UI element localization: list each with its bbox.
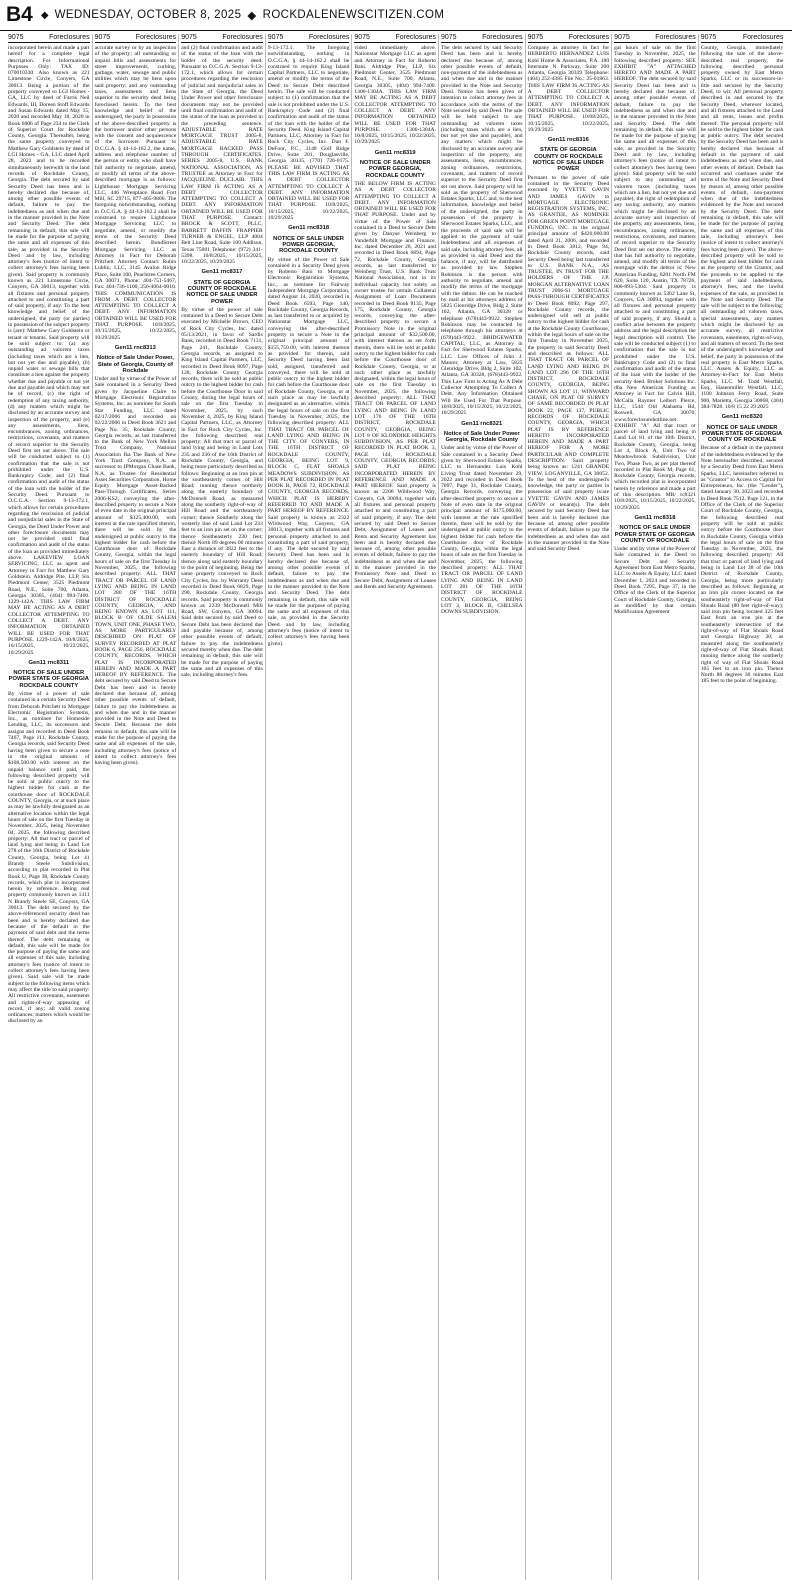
notice-text: Under and by virtue of the Power of Sale contained in a Security Deed given by Sherwood Estates Sparks, LLC to Hernandez Luis Kohl Living Trust dated November 29, 2022 and recorded in Deed Book 7097, Page 31, Rockdale County, Georgia Records, conveying the after-described property to secure a Note of even date in the original principal amount of $175,000.00, with interest at the rate specified therein, there will be sold by the undersigned at public outcry to the highest bidder for cash before the Courthouse door of Rockdale County, Georgia, within the legal hours of sale on the first Tuesday in November, 2025, the following described property: ALL THAT TRACT OR PARCEL OF LAND LYING AND BEING IN LAND LOT 281 OF THE 16TH DISTRICT OF ROCKDALE COUNTY, GEORGIA, BEING LOT 3, BLOCK B, CHELSEA DOWNS SUBDIVISION.: [440, 445, 523, 616]
column-header: [268, 34, 350, 43]
classification-code: 9075: [267, 34, 284, 41]
page-number: B4: [6, 3, 33, 26]
column-body: [701, 45, 784, 685]
column-header: [95, 34, 177, 43]
notice-text: Under and by virtue of the Power of Sale contained in the Deed to Secure Debt and Security Agreement from East Metro Sparks, LLC to Assets & Equity, LLC dated December 1, 2024 and recorded in Deed Book 7295, Page 37, in the Office of the Clerk of the Superior Court of Rockdale County, Georgia, as modified by that certain Modification Agreement: [614, 546, 696, 616]
notice-title: Notice of Sale Under Power Georgia, Rockdale County: [443, 430, 520, 444]
notice-title: Notice of Sale Under Power, State of Georgia, County of Rockdale: [96, 355, 174, 374]
notice-columns: [6, 34, 786, 1580]
notice-text: Under and by virtue of the Power of Sale contained in a Security Deed given by Jacqueline Claire to Mortgage Electronic Registration Systems, Inc. as nominee for South Star Funding, LLC dated 02/17/2006 and recorded on 02/22/2006 in Deed Book 3621 and Page No. 35, Rockdale County, Georgia records, as last transferred to the Bank of New York Mellon Trust Company, National Association fka The Bank of New York Trust Company, N.A. as successor to JPMorgan Chase Bank, N.A. as Trustee for Residential Asset Securities Corporation, Home Equity Mortgage Asset-Backed Pass-Through Certificates, Series 2006-KS2, conveying the after-described property to secure a Note of even date in the original principal amount of $125,400.00, with interest at the rate specified therein, there will be sold by the undersigned at public outcry to the highest bidder for cash before the Courthouse door of Rockdale County, Georgia, within the legal hours of sale on the first Tuesday in November, 2025, the following described property: ALL THAT TRACT OR PARCEL OF LAND LYING AND BEING IN LAND LOT 280 OF THE 16TH DISTRICT OF ROCKDALE COUNTY, GEORGIA, AND BEING KNOWN AS LOT 111, BLOCK B OF OLDE SALEM TOWN, UNIT ONE, PHASE TWO, AS MORE PARTICULARLY DESCRIBED ON PLAT OF SURVEY RECORDED AT PLAT BOOK 6, PAGE 256, ROCKDALE COUNTY, RECORDS, WHICH PLAT IS INCORPORATED HEREIN AND MADE A PART HEREOF BY REFERENCE. The debt secured by said Deed to Secure Debt has been and is hereby declared due because of, among other possible events of default, failure to pay the indebtedness as and when due and in the manner provided in the Note and Deed to Secure Debt. Because the debt remains in default, this sale will be made for the purpose of paying the same and all expenses of the sale, including attorney's fees (notice of intent to collect attorney's fees having been given).: [94, 376, 177, 767]
column-2: [93, 34, 180, 1580]
column-4: [266, 34, 353, 1580]
column-9: [699, 34, 786, 1580]
notice-text: vided immediately above. Nationstar Mortgage LLC as agent and Attorney in Fact for Roberto Bani. Aldridge Pite, LLP, Six Piedmont Center, 3525 Piedmont Road, N.E., Suite 700, Atlanta, Georgia 30305, (404) 994-7400. 1306-1304A. THIS LAW FIRM MAY BE ACTING AS A DEBT COLLECTOR ATTEMPTING TO COLLECT A DEBT. ANY INFORMATION OBTAINED WILL BE USED FOR THAT PURPOSE. 1306-1304A. 10/8/2025, 10/15/2025, 10/22/2025, 10/29/2025: [354, 45, 436, 146]
classification-code: 9075: [440, 34, 457, 41]
notice-text: By virtue of a power of sale contained in a certain Security Deed from Deborah Pritchett to Mortgage Electronic Registration Systems, Inc., as nominee for Homeside Lending, LLC, its successors and assigns and recorded in Deed Book 7467, Page 111, Rockdale County, Georgia records, said Security Deed having been given to secure a note in the original amount of $108,500.00 with interest on the unpaid balance until paid, the following described property will be sold at public outcry to the highest bidder for cash at the courthouse door of ROCKDALE COUNTY, Georgia, or at such place as may be lawfully designated as an alternative location within the legal hours of sale on the first Tuesday in November, 2025, being November 04, 2025, the following described property: All that tract or parcel of land lying and being in Land Lot 278 of the 16th District of Rockdale County, Georgia, being Lot 41 Brandy Steele Subdivision, according to plat recorded in Plat Book U, Page 38, Rockdale County records, which plat is incorporated herein by reference. Being real property commonly known as 1311 N Brandy Steele SE, Conyers, GA 30013. The debt secured by the above-referenced security deed has been and is hereby declared due because of the default in the payment of said debt and the terms thereof. The debt remaining in default, this sale will be made for the purpose of paying the same and all expenses of this sale, including attorney's fees (notice of intent to collect attorney's fees having been given). Said sale will be made subject to the following items which may affect the title to said property: All restrictive covenants, easements and rights-of-way appearing of record, if any; all valid zoning ordinances; matters which would be disclosed by an: [8, 690, 90, 1025]
notice-text: and (2) final confirmation and audit of the status of the loan with the holder of the security deed. Pursuant to O.C.G.A. Section 9-13-172.1, which allows for certain procedures regarding the rescission of judicial and nonjudicial sales in the State of Georgia, the Deed Under Power and other foreclosure documents may not be provided until final confirmation and audit of the status of the loan as provided in the preceding sentence. ADJUSTABLE RATE MORTGAGE TRUST 2005-8, ADJUSTABLE RATE MORTGAGE BACKED PASS THROUGH CERTIFICATES, SERIES 2005-8, U.S. BANK NATIONAL ASSOCIATION, AS TRUSTEE as Attorney in Fact for JACQUELINE DUCLAIR. THIS LAW FIRM IS ACTING AS A DEBT COLLECTOR ATTEMPTING TO COLLECT A DEBT. ANY INFORMATION OBTAINED WILL BE USED FOR THAT PURPOSE. Contact: BROCK & SCOTT, PLLC, BARRETT DAFFIN FRAPPIER TURNER & ENGEL, LLP 4004 Belt Line Road, Suite 100 Addison, Texas 75001 Telephone: (972) 341-5398. 10/8/2025, 10/15/2025, 10/22/2025, 10/29/2025: [181, 45, 263, 266]
classification-code: 9075: [8, 34, 24, 41]
column-header: [701, 34, 784, 43]
column-body: [95, 45, 177, 767]
notice-title: NOTICE OF SALE UNDER POWER STATE OF GEORGIA ROCKDALE COUNTY: [8, 670, 89, 689]
column-body: [268, 45, 350, 647]
column-body: [354, 45, 436, 590]
notice-text: County, Georgia, immediately following the sale of the above-described real property, the following described personal property owned by East Metro Sparks, LLC or its successors-in-title and secured by the Security Deed, to wit: All personal property described in and secured by the Security Deed, wherever located, and all fixtures attached to the Land and all rents, issues and profits thereof. The personal property will be sold to the highest bidder for cash at public outcry. The debt secured by the Security Deed has been and is hereby declared due because of default in the payment of said indebtedness as and when due, and other events of default. Default has occurred and continues under the terms of the Note and Security Deed by reason of, among other possible events of default, non-payment when due of the indebtedness evidenced by the Note and secured by the Security Deed. The debt remaining in default, this sale will be made for the purpose of paying the same and all expenses of this sale, including attorney's fees (notice of intent to collect attorney's fees having been given). The above-described property will be sold to the highest and best bidder for cash as the property of the Grantor, and the proceeds to be applied to the payment of said indebtedness, attorney's fees, and the lawful expenses of the sale, as provided in the Note and Security Deed. The sale will be subject to the following: all outstanding ad valorem taxes, special assessments, any matters which might be disclosed by an accurate survey, all restrictive covenants, easements, rights-of-way, and all matters of record. To the best of the undersigned's knowledge and belief, the party in possession of the real property is East Metro Sparks, LLC. Assets & Equity, LLC as Attorney-in-Fact for East Metro Sparks, LLC. M. Todd Westfall, Esq., Hasenmiller Westfall, LLC, 1100 Johnson Ferry Road, Suite 900, Marietta, Georgia 30068, (404) 384-7828. 10/8 15 22 29 2025: [700, 45, 784, 410]
notice-title: NOTICE OF SALE UNDER POWER STATE OF GEORGIA COUNTY OF ROCKDALE: [701, 424, 783, 444]
classification-label: Foreclosures: [482, 34, 523, 41]
notice-id: Gen11 rnc8318: [634, 514, 676, 521]
notice-text: Because of a default in the payment of the indebtedness evidenced by the Note hereinafter described, secured by a Security Deed from East Metro Sparks, LLC, hereinafter referred to as "Grantor" to Access to Capital for Entrepreneurs, Inc. (the "Lender"), dated January 30, 2023 and recorded in Deed Book 7512, Page 121, in the Office of the Clerk of the Superior Court of Rockdale County, Georgia, the following described real property will be sold at public outcry before the Courthouse door in Rockdale County, Georgia within the legal hours of sale on the first Tuesday in November, 2025, the following described property: All that tract or parcel of land lying and being in Land Lot 38 of the 10th District of Rockdale County, Georgia, being more particularly described as follows: Beginning at an iron pin corner located on the southeasterly right-of-way of Flat Shoals Road (80 feet right-of-way); said iron pin being located 325 feet East from an iron pin at the southeasterly intersection of the right-of-way of Flat Shoals Road and Georgia Highway 20; as measured along the southeasterly right-of-way of Flat Shoals Road; running thence along the southerly right of way of Flat Shoals Road 165 feet to an iron pin. Thence North 88 degrees 30 minutes East 185 feet to the point of beginning.: [700, 445, 784, 685]
classification-label: Foreclosures: [655, 34, 696, 41]
notice-text: gal hours of sale on the first Tuesday in November, 2025, the following described property: SEE EXHIBIT "A" ATTACHED HERETO AND MADE A PART HEREOF. The debt secured by said Security Deed has been and is hereby declared due because of, among other possible events of default, failure to pay the indebtedness as and when due and in the manner provided in the Note and Security Deed. The debt remaining in default, this sale will be made for the purpose of paying the same and all expenses of this sale, as provided in the Security Deed and by law, including attorney's fees (notice of intent to collect attorney's fees having been given). Said property will be sold subject to any outstanding ad valorem taxes (including taxes which are a lien, but not yet due and payable), the right of redemption of any taxing authority, any matters which might be disclosed by an accurate survey and inspection of the property, any assessments, liens, encumbrances, zoning ordinances, restrictions, covenants, and matters of record superior to the Security Deed first set out above. The entity that has full authority to negotiate, amend, and modify all terms of the mortgage with the debtor is: New American Funding, 8201 North FM 620, Suite 120, Austin, TX 78726, 800-893-5304. Said property is commonly known as 5362 Lane St, Conyers, GA 30094, together with all fixtures and personal property attached to and constituting a part of said property, if any. Should a conflict arise between the property address and the legal description the legal description will control. The sale will be conducted subject (1) to confirmation that the sale is not prohibited under the U.S. Bankruptcy Code and (2) to final confirmation and audit of the status of the loan with the holder of the security deed. Broker Solutions Inc. dba New American Funding as Attorney in Fact for Calvin Hill, McCalla Raymer Leibert Pierce, LLC, 1544 Old Alabama Rd, Roswell, GA 30076, www.foreclosurehotline.net. EXHIBIT "A" All that tract or parcel of land lying and being in Land Lot 81 of the 10th District, Rockdale County, Georgia, being Lot 4, Block A, Unit Two of Meadowbrook Subdivision, Unit Two, Phase Two, as per plat thereof recorded in Plat Book M, Page 61, Rockdale County, Georgia records, which recorded plat is incorporated herein by reference and made a part of this description. MR/ rc8321 10/8/2025, 10/15/2025, 10/22/2025, 10/29/2025: [614, 45, 696, 511]
column-body: [8, 45, 90, 1025]
column-1: [6, 34, 93, 1580]
notice-id: Gen11 rnc8316: [547, 137, 589, 144]
notice-id: Gen11 rnc8318: [288, 225, 330, 232]
column-header: [614, 34, 696, 43]
classification-label: Foreclosures: [222, 34, 263, 41]
column-6: [439, 34, 526, 1580]
notice-text: 9-13-172.1. The foregoing notwithstanding, nothing in O.C.G.A. § 44-14-162.2 shall be construed to require King Island Capital Partners, LLC to negotiate, amend or modify the terms of the Deed to Secure Debt described herein. The sale will be conducted subject to (1) confirmation that the sale is not prohibited under the U.S. Bankruptcy Code and (2) final confirmation and audit of the status of the loan with the holder of the Security Deed. King Island Capital Partners, LLC, Attorney in Fact for Rock City Cycles, Inc. Dan F. DeFoor, P.C., 3148 Golf Ridge Drive, Suite 201, Douglasville, Georgia 30135, (770) 726-0175. PLEASE BE ADVISED THAT THIS LAW FIRM IS ACTING AS A DEBT COLLECTOR ATTEMPTING TO COLLECT A DEBT. ANY INFORMATION OBTAINED WILL BE USED FOR THAT PURPOSE. 10/8/2025, 10/15/2025, 10/22/2025, 10/29/2025: [267, 45, 350, 222]
classification-code: 9075: [181, 34, 197, 41]
notice-text: By virtue of the power of sale contained in a Deed to Secure Debt executed by Michelle Brown, CEO of Rock City Cycles, Inc. dated 05/13/2021, in favor of Sardis Bank, recorded in Deed Book 7131, Page 241, Rockdale County, Georgia records, as assigned to King Island Capital Partners, LLC, recorded in Deed Book 8097, Page 128, Rockdale County Georgia records, there will be sold at public outcry to the highest bidder for cash before the Courthouse Door in said County, during the legal hours of sale on the first Tuesday in November, 2025, by such November 4, 2025, by King Island Capital Partners, LLC, as Attorney in Fact for Rock City Cycles, Inc. the following described real property: All that tract or parcel of land lying and being in Land Lots 235 and 236 of the 16th District of Rockdale County, Georgia, and being more particularly described as follows: Beginning at an iron pin at the southeasterly corner of Hill Road; running thence northerly along the easterly boundary of McDonnell Road, as measured along the southerly right-of-way of Hill Road and the northeasterly corner; thence Southerly along the westerly line of said Land Lot 233 feet to an iron pin set on the corner; thence Southeasterly 230 feet; thence North 89 degrees 00 minutes East a distance of 3822 feet to the easterly boundary of Hill Road; thence along said easterly boundary to the point of beginning. Being the same property conveyed to Rock City Cycles, Inc. by Warranty Deed recorded in Deed Book 6829, Page 290, Rockdale County, Georgia records. Said property is commonly known as 2239 McDonnell Mill Road, SW, Conyers, GA 30094. Said debt secured by said Deed to Secure Debt has been declared due and payable because of, among other possible events of default, failure to pay the indebtedness secured thereby when due. The debt remaining in default, this sale will be made for the purpose of paying the same and all expenses of this sale, including attorney's fees.: [181, 306, 263, 679]
notice-id: Gen11 rnc8320: [721, 414, 763, 421]
classification-label: Foreclosures: [395, 34, 436, 41]
column-header: [441, 34, 523, 43]
notice-text: The debt secured by said Security Deed has been and is hereby declared due because of, among other possible events of default, non-payment of the indebtedness as and when due and in the manner provided in the Note and Security Deed. Notice has been given of intention to collect attorney fees in accordance with the terms of the Note secured by said Deed. The sale will be held subject to any outstanding ad valorem taxes (including taxes which are a lien, but not yet due and payable), and any matters which might be disclosed by an accurate survey and inspection of the property, any assessments, liens, encumbrances, zoning ordinances, restrictions, covenants, and matters of record superior to the Security Deed first set out above. Said property will be sold as the property of Sherwood Estates Sparks, LLC and, to the best information, knowledge and belief of the undersigned, the party in possession of the property is Sherwood Estates Sparks, LLC, and the proceeds of said sale will be applied to the payment of said indebtedness and all expenses of said sale, including attorney fees, all as provided in said Deed and the balance, if any, will be distributed as provided by law. Stephen Robinson is the person with authority to negotiate, amend and modify the terms of the mortgage with the debtor. He can be reached by mail at his attorneys address of 5825 Glenridge Drive, Bldg 2, Suite 102, Atlanta, GA 30328 or telephone (678)443-9922. Stephen Robinson may be contacted by telephone through his attorneys at (678)443-9922. BRIDGEWATER CAPITAL, LLC, as Attorney in Fact for Sherwood Estates Sparks, LLC. Law Offices of John J. Maurer, Attorney at Law, 5825 Glenridge Drive, Bldg 2, Suite 102, Atlanta, GA 30328, (678)443-9922. This Law Firm is Acting As A Debt Collector Attempting To Collect A Debt. Any Information Obtained Will Be Used For That Purpose. 10/8/2025, 10/15/2025, 10/22/2025, 10/29/2025: [440, 45, 523, 417]
notice-title: NOTICE OF SALE UNDER POWER GEORGIA, ROCKDALE COUNTY: [273, 235, 344, 255]
website-url[interactable]: ROCKDALENEWSCITIZEN.COM: [262, 9, 445, 21]
classification-label: Foreclosures: [49, 34, 90, 41]
classification-code: 9075: [354, 34, 370, 41]
column-7: [526, 34, 613, 1580]
notice-title: NOTICE OF SALE UNDER POWER GEORGIA, ROCKDALE COUNTY: [359, 160, 431, 179]
column-8: [612, 34, 699, 1580]
classification-label: Foreclosures: [568, 34, 610, 41]
column-body: [441, 45, 523, 615]
notice-id: Gen11 rnc8321: [461, 420, 503, 427]
notice-id: Gen11 rnc8311: [28, 659, 70, 666]
column-header: [8, 34, 90, 43]
issue-date: WEDNESDAY, OCTOBER 8, 2025: [54, 9, 242, 21]
notice-title: STATE OF GEORGIA COUNTY OF ROCKDALE NOTICE OF SALE UNDER POWER: [532, 147, 604, 173]
column-header: [181, 34, 263, 43]
notice-text: By virtue of the Power of Sale contained in a Security Deed given by Roberto Bani to Mortgage Electronic Registration Systems, Inc., as nominee for Fairway Independent Mortgage Corporation, dated August 14, 2020, recorded in Deed Book 6593, Page 140, Rockdale County, Georgia Records, as last transferred to or acquired by Nationstar Mortgage LLC, conveying the after-described property to secure a Note in the original principal amount of $155,750.00, with interest thereon as provided for therein, said Security Deed having been last sold, assigned, transferred and conveyed, there will be sold at public outcry to the highest bidder for cash before the Courthouse door of Rockdale County, Georgia, or at such place as may be lawfully designated as an alternative, within the legal hours of sale on the first Tuesday in November, 2025, the following described property: ALL THAT TRACT OR PARCEL OF LAND LYING AND BEING IN THE CITY OF CONYERS, IN THE 16TH DISTRICT OF ROCKDALE COUNTY, GEORGIA, BEING LOT 9, BLOCK C, FLAT SHOALS MEADOWS SUBDIVISION, AS PER PLAT RECORDED IN PLAT BOOK R, PAGE 72, ROCKDALE COUNTY, GEORGIA RECORDS, WHICH PLAT IS HEREBY REFERRED TO AND MADE A PART HEREOF BY REFERENCE. Said property is known as 2322 Wildwood Way, Conyers, GA 30013, together with all fixtures and personal property attached to and constituting a part of said property, if any. The debt secured by said Security Deed has been and is hereby declared due because of, among other possible events of default, failure to pay the indebtedness as and when due and in the manner provided in the Note and Security Deed. The debt remaining in default, this sale will be made for the purpose of paying the same and all expenses of this sale, as provided in the Security Deed and by law, including attorney's fees (notice of intent to collect attorney's fees having been given).: [267, 256, 350, 647]
column-3: [179, 34, 266, 1580]
column-header: [528, 34, 610, 43]
column-header: [354, 34, 436, 43]
classification-code: 9075: [527, 34, 544, 41]
page-header: [0, 0, 792, 31]
classification-label: Foreclosures: [308, 34, 350, 41]
column-body: [181, 45, 263, 678]
column-body: [614, 45, 696, 615]
classification-code: 9075: [614, 34, 630, 41]
classification-code: 9075: [700, 34, 717, 41]
classification-label: Foreclosures: [742, 34, 784, 41]
classification-label: Foreclosures: [135, 34, 177, 41]
notice-text: accurate survey or by an inspection of the property; all outstanding or unpaid bills and assessments for street improvements, curbing, garbage, water, sewage and public utilities which may be liens upon said property; and any outstanding taxes, assessments and liens superior to the security deed being foreclosed herein. To the best knowledge and belief of the undersigned, the party in possession of the above-described property is the borrower and/or other persons with the consent and acquiescence of the borrower. Pursuant to O.C.G.A. § 44-14-162.2, the name, address and telephone number of the person or entity who shall have full authority to negotiate, amend, or modify all terms of the above-described mortgage is as follows: Lighthouse Mortgage Servicing LLC, 446 Wrenplace Road Fort Mill, SC 29715, 877-405-9800. The foregoing notwithstanding, nothing in O.C.G.A. § 44-14-162.2 shall be construed to require Lighthouse Mortgage Servicing LLC to negotiate, amend, or modify the terms of the Security Deed described herein. BondStreet Mortgage Servicing LLC as Attorney in Fact for Deborah Pritchett. Attorney Contact: Rubin Lublin, LLC, 3145 Avalon Ridge Place, Suite 100, Peachtree Corners, GA 30071, Phone: 404-751-5467, Fax: 404-736-1100, 256-4064-0010. THIS COMMUNICATION IS FROM A DEBT COLLECTOR ATTEMPTING TO COLLECT A DEBT. ANY INFORMATION OBTAINED WILL BE USED FOR THAT PURPOSE. 10/8/2025, 10/15/2025, 10/22/2025, 10/29/2025: [94, 45, 177, 341]
notice-text: incorporated herein and made a part hereof for a complete legal description. For Informational Purposes Only: TAX ID: 070010330. Also known as 221 Limestone Circle, Conyers, GA 30013. Being a portion of the property conveyed to LGI Homes - GA, LLC by deed of Farris Neil Edwards, III, Doreen Stoff Edwards and Susan Edwards dated May 15, 2020 and recorded May 18, 2020 in Book 6006 of Page 234 to the Clerk of Superior Court for Rockdale County, Georgia. Thereafter, being the same property conveyed to Matthew Gary Goldstein by deed of LGI Homes - GA, LLC dated April 28, 2022 and to be recorded simultaneously herewith in the land records of Rockdale County, Georgia. The debt secured by said Security Deed has been and is hereby declared due because of, among other possible events of default, failure to pay the indebtedness as and when due and in the manner provided in the Note and Security Deed. The debt remaining in default, this sale will be made for the purpose of paying the same and all expenses of this sale, as provided in the Security Deed and by law, including attorney's fees (notice of intent to collect attorney's fees having been given). Said property is commonly known as 221 Limestone Circle, Conyers, GA 30013, together with all fixtures and personal property attached to and constituting a part of said property, if any. To the best knowledge and belief of the undersigned, the party (or parties) in possession of the subject property is (are): Matthew Gary Goldstein or tenant or tenants. Said property will be sold subject to: (a) any outstanding ad valorem taxes (including taxes which are a lien, but not yet due and payable), (b) unpaid water or sewage bills that constitute a lien against the property whether due and payable or not yet due and payable and which may not be of record, (c) the right of redemption of any taxing authority, (d) any matters which might be disclosed by an accurate survey and inspection of the property, and (e) any assessments, liens, encumbrances, zoning ordinances, restrictions, covenants, and matters of record superior to the Security Deed first set out above. The sale will be conducted subject to (1) confirmation that the sale is not prohibited under the U.S. Bankruptcy Code; and (2) final confirmation and audit of the status of the loan with the holder of the Security Deed. Pursuant to O.C.G.A. Section 9-13-172.1, which allows for certain procedures regarding the rescission of judicial and nonjudicial sales in the State of Georgia, the Deed Under Power and other foreclosure documents may not be provided until final confirmation and audit of the status of the loan as provided immediately above. LAKEVIEW LOAN SERVICING, LLC as agent and Attorney in Fact for Matthew Gary Goldstein. Aldridge Pite, LLP, Six Piedmont Center, 3525 Piedmont Road, N.E., Suite 700, Atlanta, Georgia 30305, (404) 994-7400. 1229-142A. THIS LAW FIRM MAY BE ACTING AS A DEBT COLLECTOR ATTEMPTING TO COLLECT A DEBT. ANY INFORMATION OBTAINED WILL BE USED FOR THAT PURPOSE. 1229-142A. 10/8/2025, 10/15/2025, 10/22/2025, 10/29/2025: [8, 45, 90, 656]
notice-id: Gen11 rnc8319: [374, 149, 416, 156]
notice-title: STATE OF GEORGIA COUNTY OF ROCKDALE NOTICE OF SALE UNDER POWER: [186, 279, 258, 305]
notice-text: Company as attorney in fact for HERBERTO HERNANDEZ LUIS Kohl Home & Associates, P.A. 180 Interstate N Parkway, Suite 200 Atlanta, Georgia 30339 Telephone: (404) 252-4385 File No.: 25-01863. THIS LAW FIRM IS ACTING AS A DEBT COLLECTOR ATTEMPTING TO COLLECT A DEBT. ANY INFORMATION OBTAINED WILL BE USED FOR THAT PURPOSE. 10/08/2025, 10/15/2025, 10/22/2025, 10/29/2025: [527, 45, 610, 133]
notice-title: NOTICE OF SALE UNDER POWER STATE OF GEORGIA COUNTY OF ROCKDALE: [614, 525, 696, 544]
notice-id: Gen11 rnc8317: [201, 269, 243, 276]
diamond-separator-icon: ◆: [247, 10, 257, 22]
diamond-icon: ◆: [40, 9, 49, 21]
classification-code: 9075: [94, 34, 111, 41]
column-body: [528, 45, 610, 552]
notice-id: Gen11 rnc8313: [114, 344, 156, 351]
column-5: [352, 34, 439, 1580]
notice-text: Pursuant to the power of sale contained in the Security Deed executed by YVETTE GAVIN AND JAMES GAVIN to MORTGAGE ELECTRONIC REGISTRATION SYSTEMS, INC. AS GRANTEE, AS NOMINEE FOR GREEN POINT MORTGAGE FUNDING, INC. in the original principal amount of $420,000.00 dated April 21, 2006, and recorded in Deed Book 3812, Page 94, Rockdale County records, said Security Deed being last transferred to U.S. BANK N.A., AS TRUSTEE, IN TRUST FOR THE HOLDERS OF THE J.P. MORGAN ALTERNATIVE LOAN TRUST 2006-S1 MORTGAGE PASS-THROUGH CERTIFICATES in Deed Book 8092, Page 297, Rockdale County records, the undersigned will sell at public outcry to the highest bidder for cash at the Rockdale County Courthouse, within the legal hours of sale on the first Tuesday in November 2025, the property in said Security Deed and described as follows: ALL THAT TRACT OR PARCEL OF LAND LYING AND BEING IN LAND LOT 296 OF THE 16TH DISTRICT, ROCKDALE COUNTY, GEORGIA, BEING SHOWN AS LOT 11, WINWARD CHASE, ON PLAT OF SURVEY OF SAME RECORDED IN PLAT BOOK 22, PAGE 137, PUBLIC RECORDS OF ROCKDALE COUNTY, GEORGIA, WHICH PLAT IS BY REFERENCE HERETO INCORPORATED HEREIN AND MADE A PART HEREOF FOR A MORE PARTICULAR AND COMPLETE DESCRIPTION. Said property being known as: 1241 GRANDE VIEW, LOGANVILLE, GA 30052. To the best of the undersigned's knowledge, the party or parties in possession of said property is/are YVETTE GAVIN AND JAMES GAVIN or tenant(s). The debt secured by said Security Deed has been and is hereby declared due because of, among other possible events of default, failure to pay the indebtedness as and when due and in the manner provided in the Note and said Security Deed.: [527, 174, 610, 553]
notice-text: THE BELOW FIRM IS ACTING AS A DEBT COLLECTOR ATTEMPTING TO COLLECT A DEBT. ANY INFORMATION OBTAINED WILL BE USED FOR THAT PURPOSE. Under and by virtue of the Power of Sale contained in a Deed to Secure Debt given by Danyse Weinberg to Vanderbilt Mortgage and Finance, Inc. dated December 28, 2021 and recorded in Deed Book 6894, Page 72, Rockdale County, Georgia records, as last transferred to Weinberg Trust, U.S. Bank Trust National Association, not in its individual capacity but solely as owner trustee for certain Collateral Assignment of Loan Documents recorded in Deed Book 8135, Page 175, Rockdale County, Georgia records, conveying the after-described property to secure a Promissory Note in the original principal amount of $32,500.00, with interest thereon as set forth therein, there will be sold at public outcry to the highest bidder for cash before the Courthouse door of Rockdale County, Georgia, or at such other place as lawfully designated, within the legal hours of sale on the first Tuesday in November, 2025, the following described property: ALL THAT TRACT OR PARCEL OF LAND LYING AND BEING IN LAND LOT 176 OF THE 16TH DISTRICT, ROCKDALE COUNTY, GEORGIA, BEING LOT 8 OF KLONDIKE HEIGHTS SUBDIVISION, AS PER PLAT RECORDED IN PLAT BOOK 3, PAGE 144, ROCKDALE COUNTY, GEORGIA RECORDS, SAID PLAT BEING INCORPORATED HEREIN BY REFERENCE AND MADE A PART HEREOF. Said property is known as 2206 Wildwood Way, Conyers, GA 30094, together with all fixtures and personal property attached to and constituting a part of said property, if any. The debt secured by said Deed to Secure Debt, Assignment of Leases and Rents and Security Agreement has been and is hereby declared due because of, among other possible events of default, failure to pay the indebtedness as and when due and in the manner provided in the Promissory Note and Deed to Secure Debt, Assignment of Leases and Rents and Security Agreement.: [354, 180, 436, 590]
